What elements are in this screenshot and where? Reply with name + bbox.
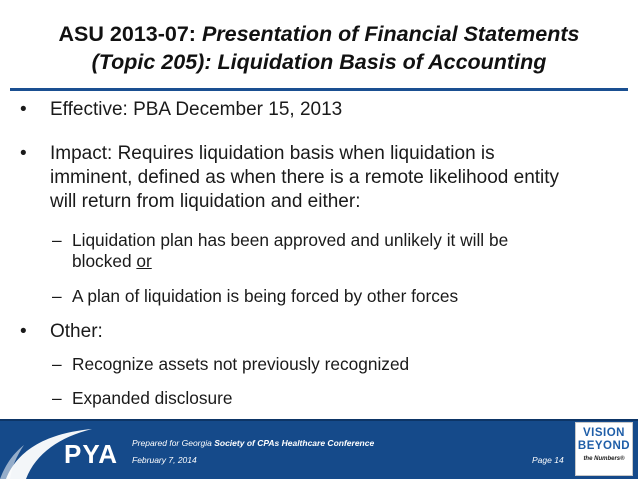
sub-bullet-plan-forced: – A plan of liquidation is being forced by other forces bbox=[52, 286, 459, 306]
footer-prepared-for: Prepared for Georgia Society of CPAs Healthcare Conference bbox=[132, 438, 375, 448]
bullet-impact: • Impact: Requires liquidation basis when liquidation is imminent, defined as when there is a remote likelihood entity will return from liquidation and either: bbox=[20, 143, 560, 212]
footer-date: February 7, 2014 bbox=[132, 455, 197, 465]
bullet-other: • Other: bbox=[20, 321, 103, 342]
pya-logo-text: PYA bbox=[64, 439, 119, 469]
footer-page-number: Page 14 bbox=[532, 455, 564, 465]
sub-bullet-expanded-disclosure: – Expanded disclosure bbox=[52, 388, 233, 408]
sub-bullet-recognize-assets: – Recognize assets not previously recognized bbox=[52, 354, 410, 374]
slide-title bbox=[0, 20, 638, 76]
title-line-2: (Topic 205): Liquidation Basis of Accounting bbox=[91, 50, 547, 74]
bullet-effective: • Effective: PBA December 15, 2013 bbox=[20, 99, 343, 120]
vision-beyond-numbers-badge: VISION BEYOND the Numbers® bbox=[575, 422, 633, 476]
title-line-1: ASU 2013-07: Presentation of Financial Statements bbox=[58, 22, 580, 46]
title-divider bbox=[10, 88, 628, 91]
sub-bullet-plan-approved: – Liquidation plan has been approved and unlikely it will be blocked or bbox=[52, 230, 509, 271]
